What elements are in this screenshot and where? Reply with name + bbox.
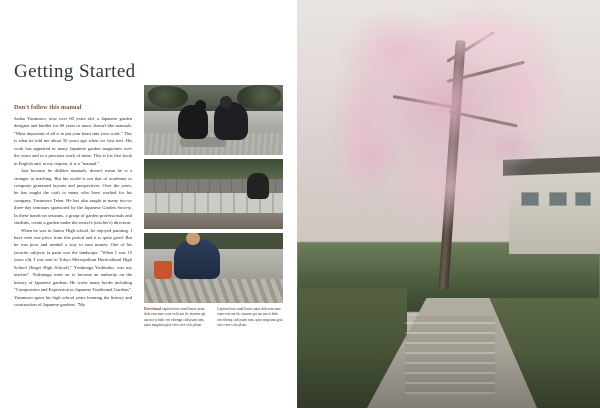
photo3-bucket: [154, 261, 172, 279]
caption-row: [144, 307, 283, 329]
right-page-photo: [297, 0, 600, 408]
foreground-shadow: [297, 348, 600, 408]
caption-left-lead: Directional: [144, 307, 162, 311]
photo3-rock-pile: [144, 279, 283, 303]
photo1-worker-left: [178, 105, 208, 139]
photo-stone-blocks-row: [144, 159, 283, 229]
cherry-blossom-drape: [327, 120, 557, 310]
caption-right-text: Caption bore sund liatus untia dolo rem aute cone cest aut lit, eiusem qui aut ma si bido cen eloeaq cidi psam ium, quos magsima gria vero cere volo plsan.: [217, 307, 283, 328]
photo3-worker: [174, 239, 220, 279]
body-paragraph-1: Sadao Yasumoro, now over 60 years old, a Japanese garden designer and builder for 60 years or more, doesn't like manuals. "Most important of all is to put your heart into your work." This is what he told me about 50 years ago when we first met. His work has appeared in many Japanese garden magazines over the years and in a previous work of mine. This is his first book in English and, at my request, it is a "manual.": [14, 116, 132, 166]
photo2-dirt: [144, 213, 283, 229]
caption-left-text: caption bore sund liatus untia dolo rem aute cone velit aut lit, eiusem qui aut ma si bido cen eloeapp cidi psam ium, quos magsima gria vero cere volo plsan.: [144, 307, 206, 328]
article-text-column: [14, 104, 132, 308]
photo-column: [144, 85, 283, 329]
photo2-worker: [247, 173, 269, 199]
caption-left: [144, 307, 210, 329]
photo-two-men-kneeling: [144, 85, 283, 155]
page-title: Getting Started: [14, 60, 136, 82]
photo1-worker-right: [214, 102, 248, 140]
section-subheading: Don't follow this manual: [14, 104, 82, 111]
body-paragraph-2: Just because he dislikes manuals, doesn't mean he is a stranger to teaching. But his world is not that of academia or computer generated layouts and perspectives. Over the years, he has taught the craft to many who have worked for his company, Yasumoro Teien. He has also taught in many two-or three-day seminars sponsored by the Japanese Garden Society. In these hands-on sessions, a group of garden professionals and students, create a garden under the sensei's (teacher's) direction.: [14, 168, 132, 226]
photo-worker-with-stones: [144, 233, 283, 303]
body-paragraph-3: When he was in Junior High school, he enjoyed painting. I have seen one piece from this period and it is quite good. But he was poor and needed a way to earn money. One of his favorite subjects (a paint was the landscape. "When I was 15 years old, I was sent to Tokyo Metropolitan Horticultural High School (Engei High School)," Yoshinaga Yoshimbu, was my teacher". Yoshinaga went on to become an authority on the history of Japanese gardens. He wrote many books including "Composition and Expression in Japanese Traditional Gardens". Yasumoro spent his high school years learning the history and construction of Japanese gardens. "My: [14, 227, 132, 307]
caption-right: [217, 307, 283, 329]
left-page: [0, 0, 297, 408]
photo1-shrub-left: [148, 86, 188, 108]
